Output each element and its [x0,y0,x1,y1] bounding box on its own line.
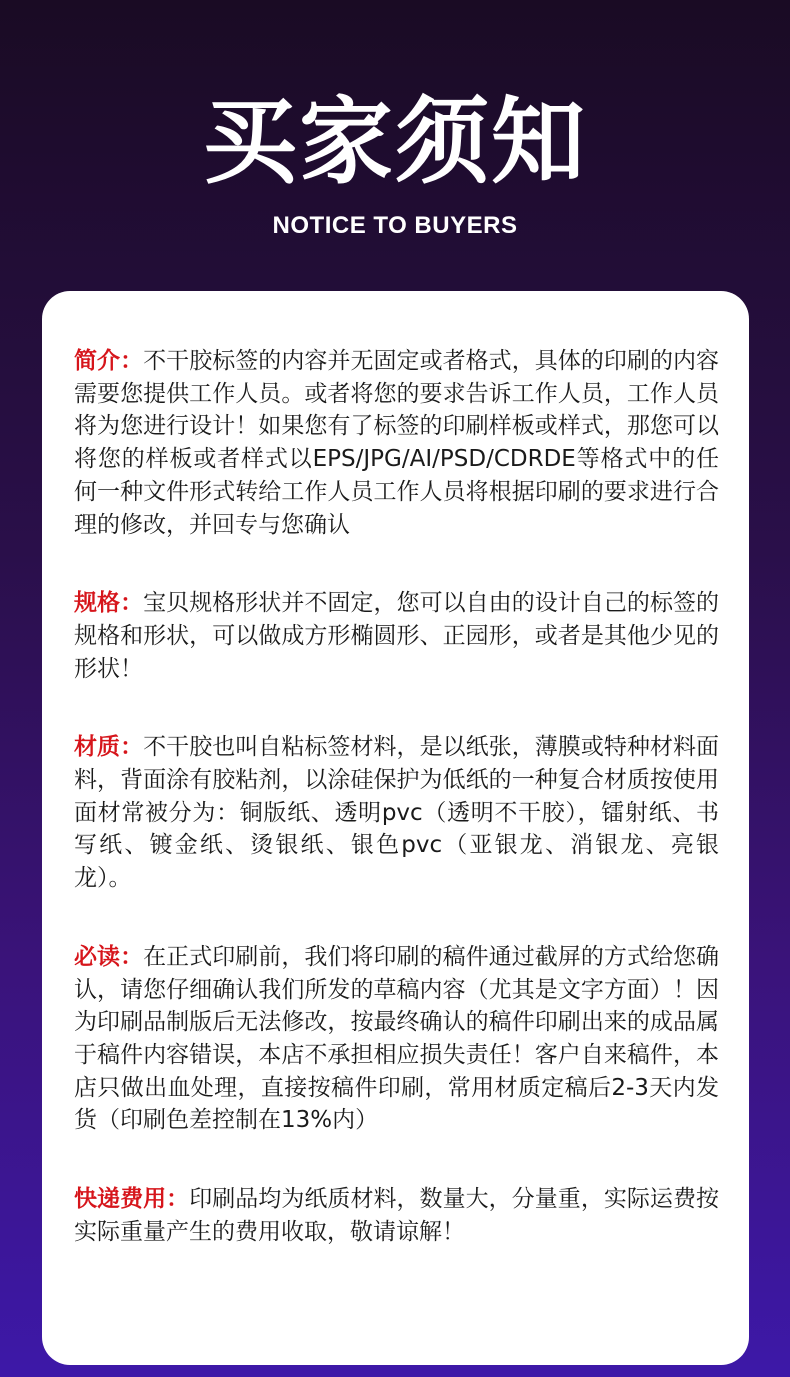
section-spec [74,587,719,685]
section-text: 不干胶也叫自粘标签材料，是以纸张，薄膜或特种材料面料，背面涂有胶粘剂，以涂硅保护为低纸的一种复合材质按使用面材常被分为：铜版纸、透明pvc（透明不干胶），镭射纸、书写纸、镀金纸、烫银纸、银色pvc（亚银龙、消银龙、亮银龙）。 [74,734,720,892]
section-label: 必读： [74,943,144,970]
section-shipping [74,1183,719,1248]
page-header [0,0,790,290]
section-text: 在正式印刷前，我们将印刷的稿件通过截屏的方式给您确认，请您仔细确认我们所发的草稿内容（尤其是文字方面）！因为印刷品制版后无法修改，按最终确认的稿件印刷出来的成品属于稿件内容错误，本店不承担相应损失责任！客户自来稿件，本店只做出血处理，直接按稿件印刷，常用材质定稿后2-3天内发货（印刷色差控制在13%内） [74,943,720,1134]
section-must-read [74,941,719,1137]
notice-card [42,291,749,1365]
section-label: 材质： [74,734,144,761]
section-text: 印刷品均为纸质材料，数量大，分量重，实际运费按实际重量产生的费用收取，敬请谅解！ [74,1186,720,1245]
section-label: 快递费用： [74,1186,190,1213]
section-intro [74,345,719,541]
page-subtitle: NOTICE TO BUYERS [272,212,518,239]
section-label: 简介： [74,348,144,374]
section-label: 规格： [74,590,144,617]
section-text: 宝贝规格形状并不固定，您可以自由的设计自己的标签的规格和形状，可以做成方形椭圆形、正园形，或者是其他少见的形状！ [74,590,720,682]
section-text: 不干胶标签的内容并无固定或者格式，具体的印刷的内容需要您提供工作人员。或者将您的要求告诉工作人员，工作人员将为您进行设计！如果您有了标签的印刷样板或样式，那您可以将您的样板或者样式以EPS/JPG/AI/PSD/CDRDE等格式中的任何一种文件形式转给工作人员工作人员将根据印刷的要求进行合理的修改，并回专与您确认 [74,348,720,538]
section-material [74,731,719,895]
page-title: 买家须知 [202,88,587,197]
